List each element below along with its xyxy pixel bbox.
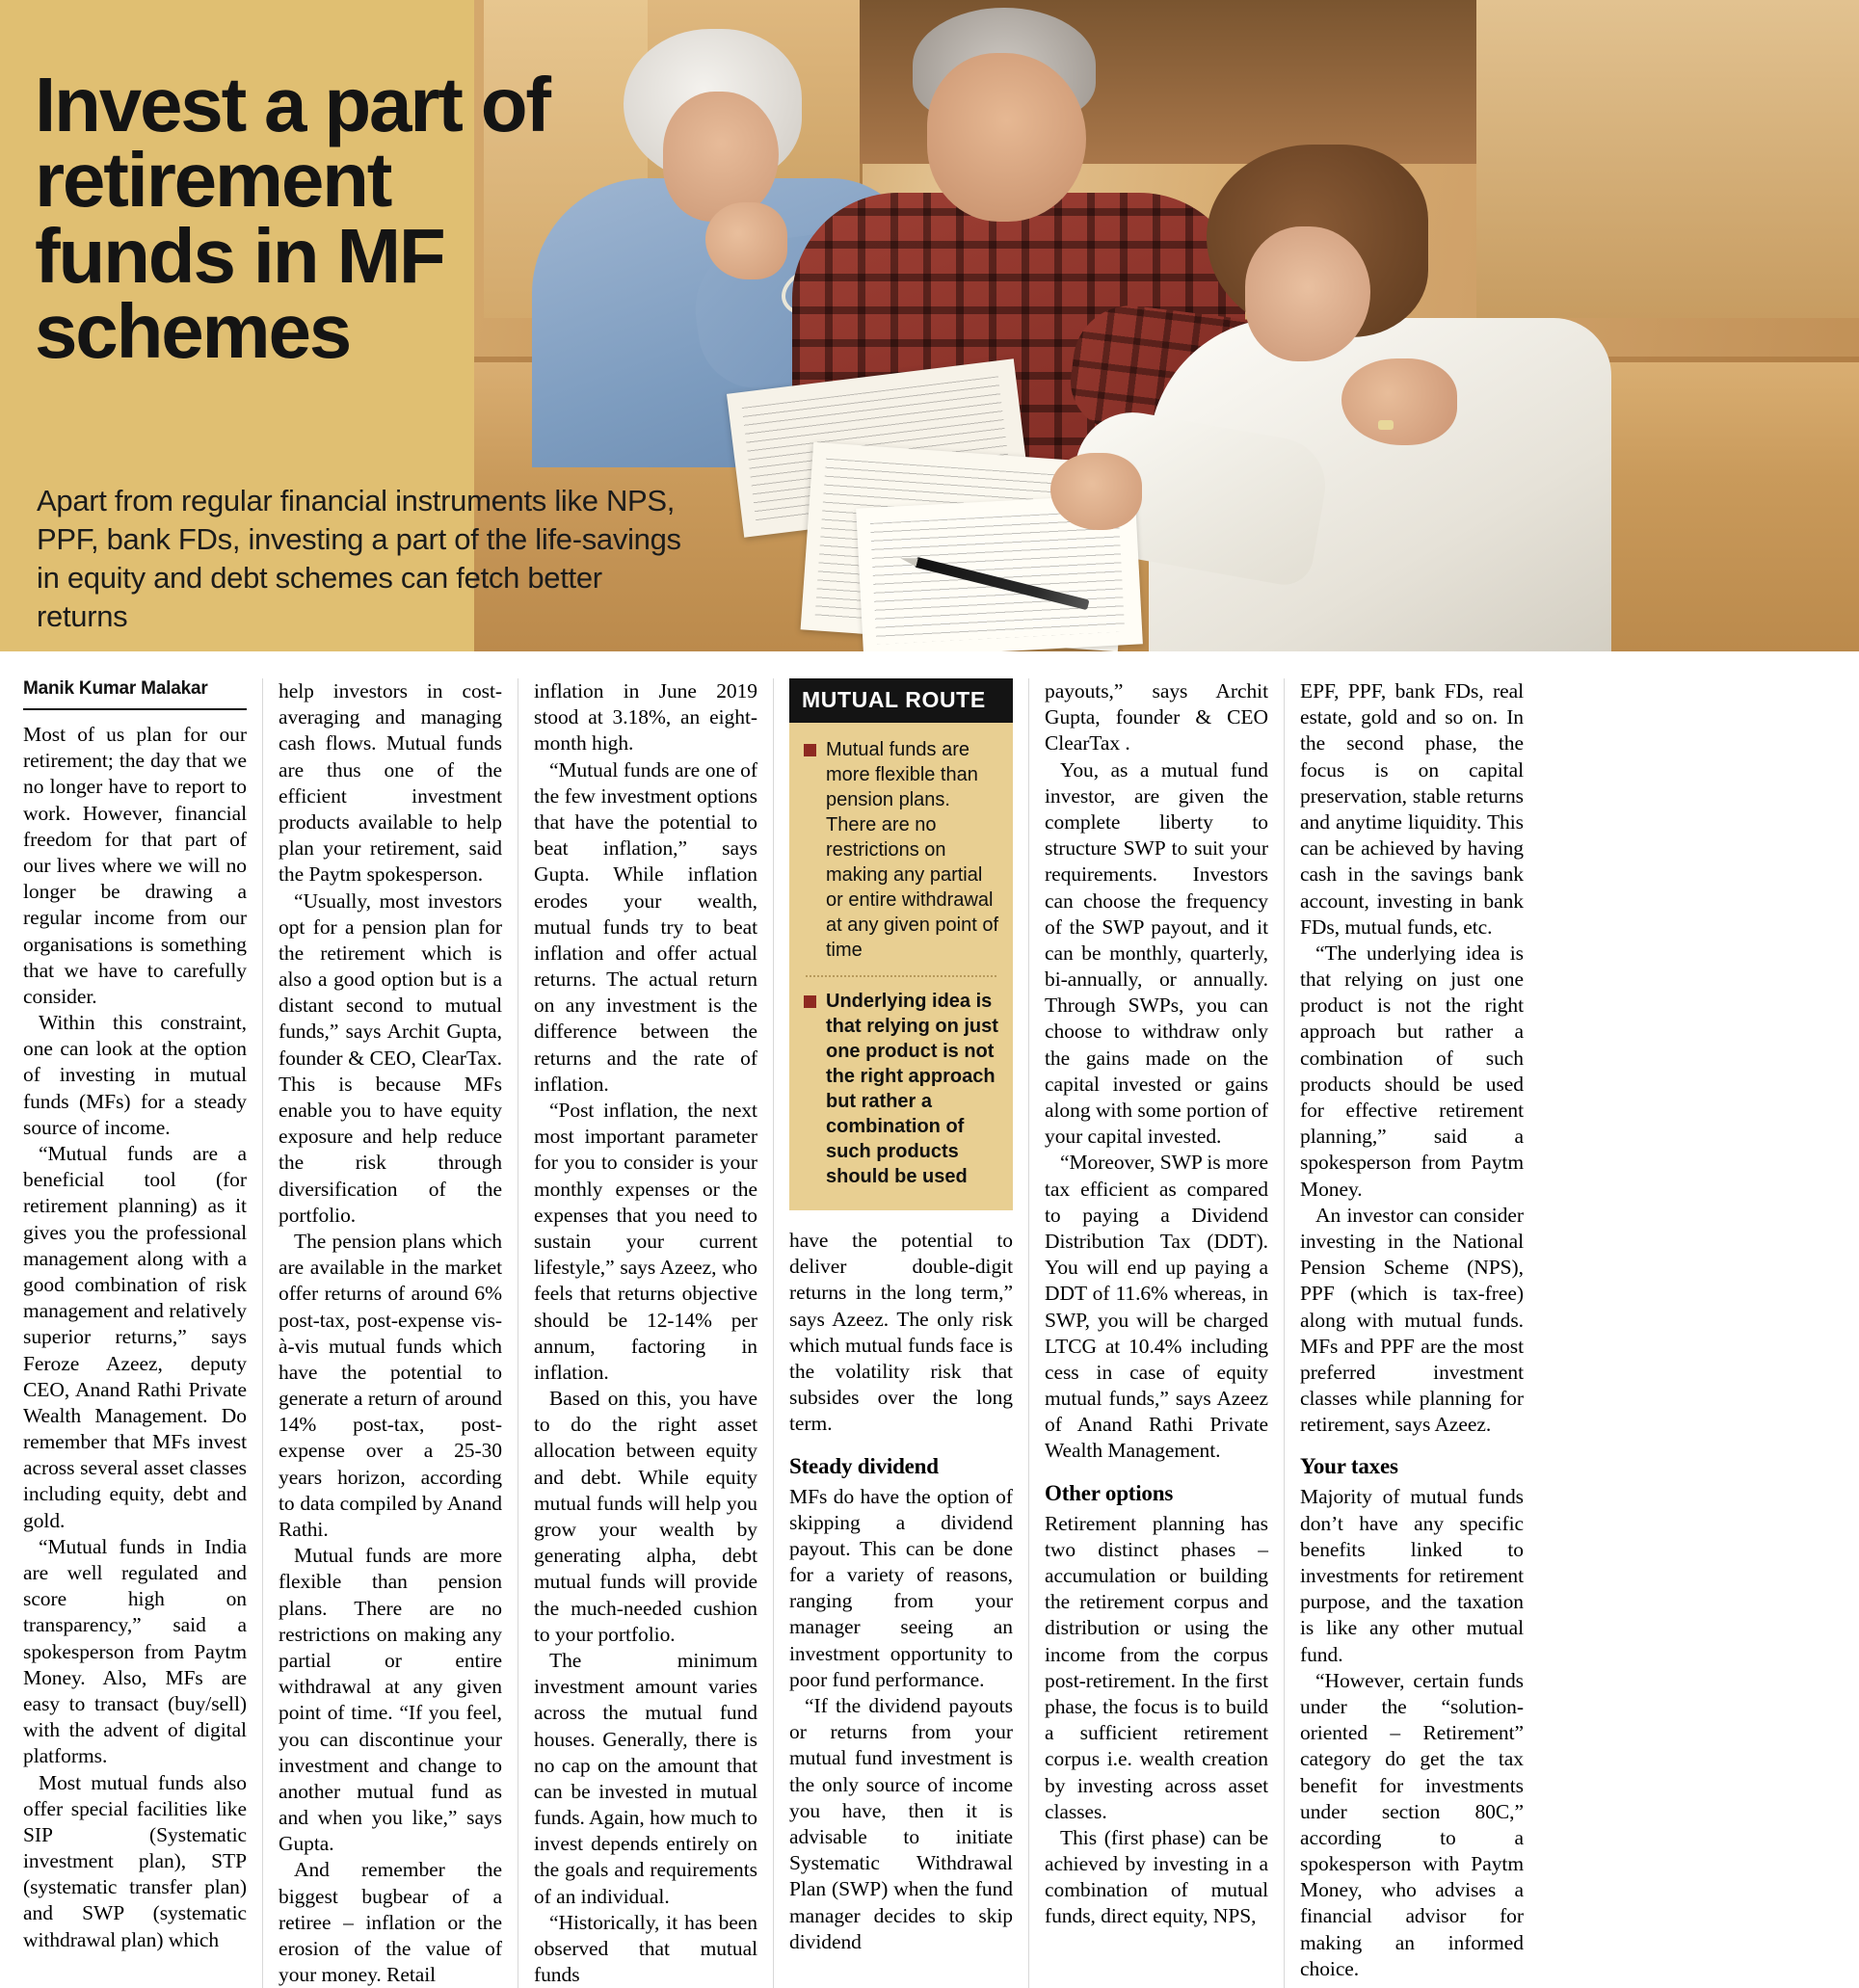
factbox-item-text: Mutual funds are more flexible than pension plans. There are no restrictions on making any partial or entire withdrawal at any given point of time <box>826 739 999 961</box>
paragraph: “Mutual funds are one of the few investment options that have the potential to beat inflation,” says Gupta. While inflation erodes your wealth, mutual funds try to beat inflation and offer actual returns. The actual return on any investment is the difference between the returns and the rate of inflation. <box>534 757 757 1096</box>
factbox-divider <box>806 975 996 977</box>
column-3 <box>518 678 773 1988</box>
paragraph: This (first phase) can be achieved by investing in a combination of mutual funds, direct equity, NPS, <box>1045 1825 1268 1928</box>
factbox-item-text: Underlying idea is that relying on just one product is not the right approach but rather a combination of such products should be used <box>826 991 998 1187</box>
text-columns <box>8 678 1853 1988</box>
square-bullet-icon <box>804 744 816 756</box>
person-center-face <box>927 53 1086 222</box>
paragraph: help investors in cost-averaging and managing cash flows. Mutual funds are thus one of the efficient investment products available to help plan your retirement, said the Paytm spokesperson. <box>279 679 502 887</box>
column-6 <box>1284 678 1539 1988</box>
page-title: Invest a part of retirement funds in MF schemes <box>35 62 549 375</box>
person-center-hand <box>1341 358 1457 445</box>
section-subhead: Steady dividend <box>789 1453 939 1478</box>
paragraph: “Post inflation, the next most important parameter for you to consider is your monthly expenses or the expenses that you need to sustain your current lifestyle,” says Azeez, who feels that returns objective should be 12-14% per annum, factoring in inflation. <box>534 1099 757 1384</box>
section-subhead: Your taxes <box>1300 1454 1398 1479</box>
paragraph: And remember the biggest bugbear of a retiree – inflation or the erosion of the value of your money. Retail <box>279 1858 502 1987</box>
factbox <box>789 678 1013 1210</box>
article-body <box>0 651 1859 1987</box>
paragraph: MFs do have the option of skipping a dividend payout. This can be done for a variety of reasons, ranging from your manager seeing an investment opportunity to poor fund performance. <box>789 1484 1013 1691</box>
hero-banner <box>0 0 1859 651</box>
factbox-item <box>804 737 998 963</box>
paragraph: Within this constraint, one can look at the option of investing in mutual funds (MFs) for a steady source of income. <box>23 1011 247 1139</box>
paragraph: “Mutual funds are a beneficial tool (for retirement planning) as it gives you the professional management along with a good combination of risk management and relatively superior returns,” says Feroze Azeez, deputy CEO, Anand Rathi Private Wealth Management. Do remember that MFs invest across several asset classes including equity, debt and gold. <box>23 1142 247 1532</box>
section-subhead: Other options <box>1045 1480 1174 1505</box>
paragraph: inflation in June 2019 stood at 3.18%, an eight-month high. <box>534 679 757 755</box>
paragraph: EPF, PPF, bank FDs, real estate, gold and so on. In the second phase, the focus is on capital preservation, stable returns and anytime liquidity. This can be achieved by having cash in the savings bank account, investing in bank FDs, mutual funds, etc. <box>1300 679 1524 939</box>
paragraph: payouts,” says Archit Gupta, founder & CEO ClearTax . <box>1045 679 1268 755</box>
paragraph: “If the dividend payouts or returns from your mutual fund investment is the only source of income you have, then it is advisable to initiate Systematic Withdrawal Plan (SWP) when the fund manager decides to skip dividend <box>789 1694 1013 1953</box>
paragraph: “However, certain funds under the “solution-oriented – Retirement” category do get the tax benefit for investments under section 80C,” according to a spokesperson with Paytm Money, who advises a financial advisor for making an informed choice. <box>1300 1668 1524 1980</box>
paragraph: Mutual funds are more flexible than pension plans. There are no restrictions on making any partial or entire withdrawal at any given point of time. “If you feel, you can discontinue your investment and change to another mutual fund as and when you like,” says Gupta. <box>279 1544 502 1856</box>
paragraph: Most of us plan for our retirement; the day that we no longer have to report to work. However, financial freedom for that part of our lives where we will no longer be drawing a regular income from our organisations is something that we have to carefully consider. <box>23 723 247 1008</box>
paragraph: “Moreover, SWP is more tax efficient as compared to paying a Dividend Distribution Tax (DDT). You will end up paying a DDT of 11.6% whereas, in SWP, you will be charged LTCG at 10.4% including cess in case of equity mutual funds,” says Azeez of Anand Rathi Private Wealth Management. <box>1045 1151 1268 1463</box>
article-standfirst: Apart from regular financial instruments like NPS, PPF, bank FDs, investing a part of the life-savings in equity and debt schemes can fetch better returns <box>37 484 681 633</box>
paragraph: You, as a mutual fund investor, are given the complete liberty to structure SWP to suit your requirements. Investors can choose the frequency of the SWP payout, and it can be monthly, quarterly, bi-annually, or annually. Through SWPs, you can choose to withdraw only the gains made on the capital invested or gains along with some portion of your capital invested. <box>1045 757 1268 1149</box>
paragraph: The pension plans which are available in the market offer returns of around 6% post-tax, post-expense vis-à-vis mutual funds which have the potential to generate a return of around 14% post-tax, post-expense over a 25-30 years horizon, according to data compiled by Anand Rathi. <box>279 1229 502 1541</box>
column-4 <box>773 678 1028 1988</box>
photo-wall-right <box>1476 0 1859 318</box>
paragraph: “Usually, most investors opt for a pension plan for the retirement which is also a good option but is a distant second to mutual funds,” says Archit Gupta, founder & CEO, ClearTax. This is because MFs enable you to have equity exposure and help reduce the risk through diversification of the portfolio. <box>279 888 502 1227</box>
column-5 <box>1028 678 1284 1988</box>
square-bullet-icon <box>804 995 816 1008</box>
paragraph: “The underlying idea is that relying on just one product is not the right approach but rather a combination of such products should be used for effective retirement planning,” said a spokesperson from Paytm Money. <box>1300 941 1524 1201</box>
paragraph: “Mutual funds in India are well regulated and score high on transparency,” said a spokesperson from Paytm Money. Also, MFs are easy to transact (buy/sell) with the advent of digital platforms. <box>23 1534 247 1768</box>
paragraph: Based on this, you have to do the right asset allocation between equity and debt. While equity mutual funds will help you grow your wealth by generating alpha, debt mutual funds will provide the much-needed cushion to your portfolio. <box>534 1387 757 1646</box>
person-left-hand <box>705 202 787 279</box>
paragraph: Majority of mutual funds don’t have any specific benefits linked to investments for retirement purpose, and the taxation is like any other mutual fund. <box>1300 1485 1524 1666</box>
byline: Manik Kumar Malakar <box>23 678 247 710</box>
factbox-body <box>789 723 1013 1210</box>
paragraph: An investor can consider investing in the National Pension Scheme (NPS), PPF (which is tax-free) along with mutual funds. MFs and PPF are the most preferred investment classes while planning for retirement, says Azeez. <box>1300 1203 1524 1437</box>
wedding-ring <box>1378 420 1394 430</box>
paragraph: Most mutual funds also offer special facilities like SIP (Systematic investment plan), STP (systematic transfer plan) and SWP (systematic withdrawal plan) which <box>23 1770 247 1951</box>
factbox-title: MUTUAL ROUTE <box>789 678 1013 723</box>
paragraph: The minimum investment amount varies across the mutual fund houses. Generally, there is no cap on the amount that can be invested in mutual funds. Again, how much to invest depends entirely on the goals and requirements of an individual. <box>534 1648 757 1908</box>
person-right-hand <box>1050 453 1142 530</box>
column-2 <box>262 678 518 1988</box>
paragraph: have the potential to deliver double-digit returns in the long term,” says Azeez. The only risk which mutual funds face is the volatility risk that subsides over the long term. <box>789 1229 1013 1436</box>
paragraph: Retirement planning has two distinct phases – accumulation or building the retirement corpus and distribution or using the income from the corpus post-retirement. In the first phase, the focus is to build a sufficient retirement corpus i.e. wealth creation by investing across asset classes. <box>1045 1511 1268 1823</box>
factbox-item <box>804 989 998 1189</box>
paragraph: “Historically, it has been observed that mutual funds <box>534 1910 757 1987</box>
column-1 <box>8 678 262 1988</box>
